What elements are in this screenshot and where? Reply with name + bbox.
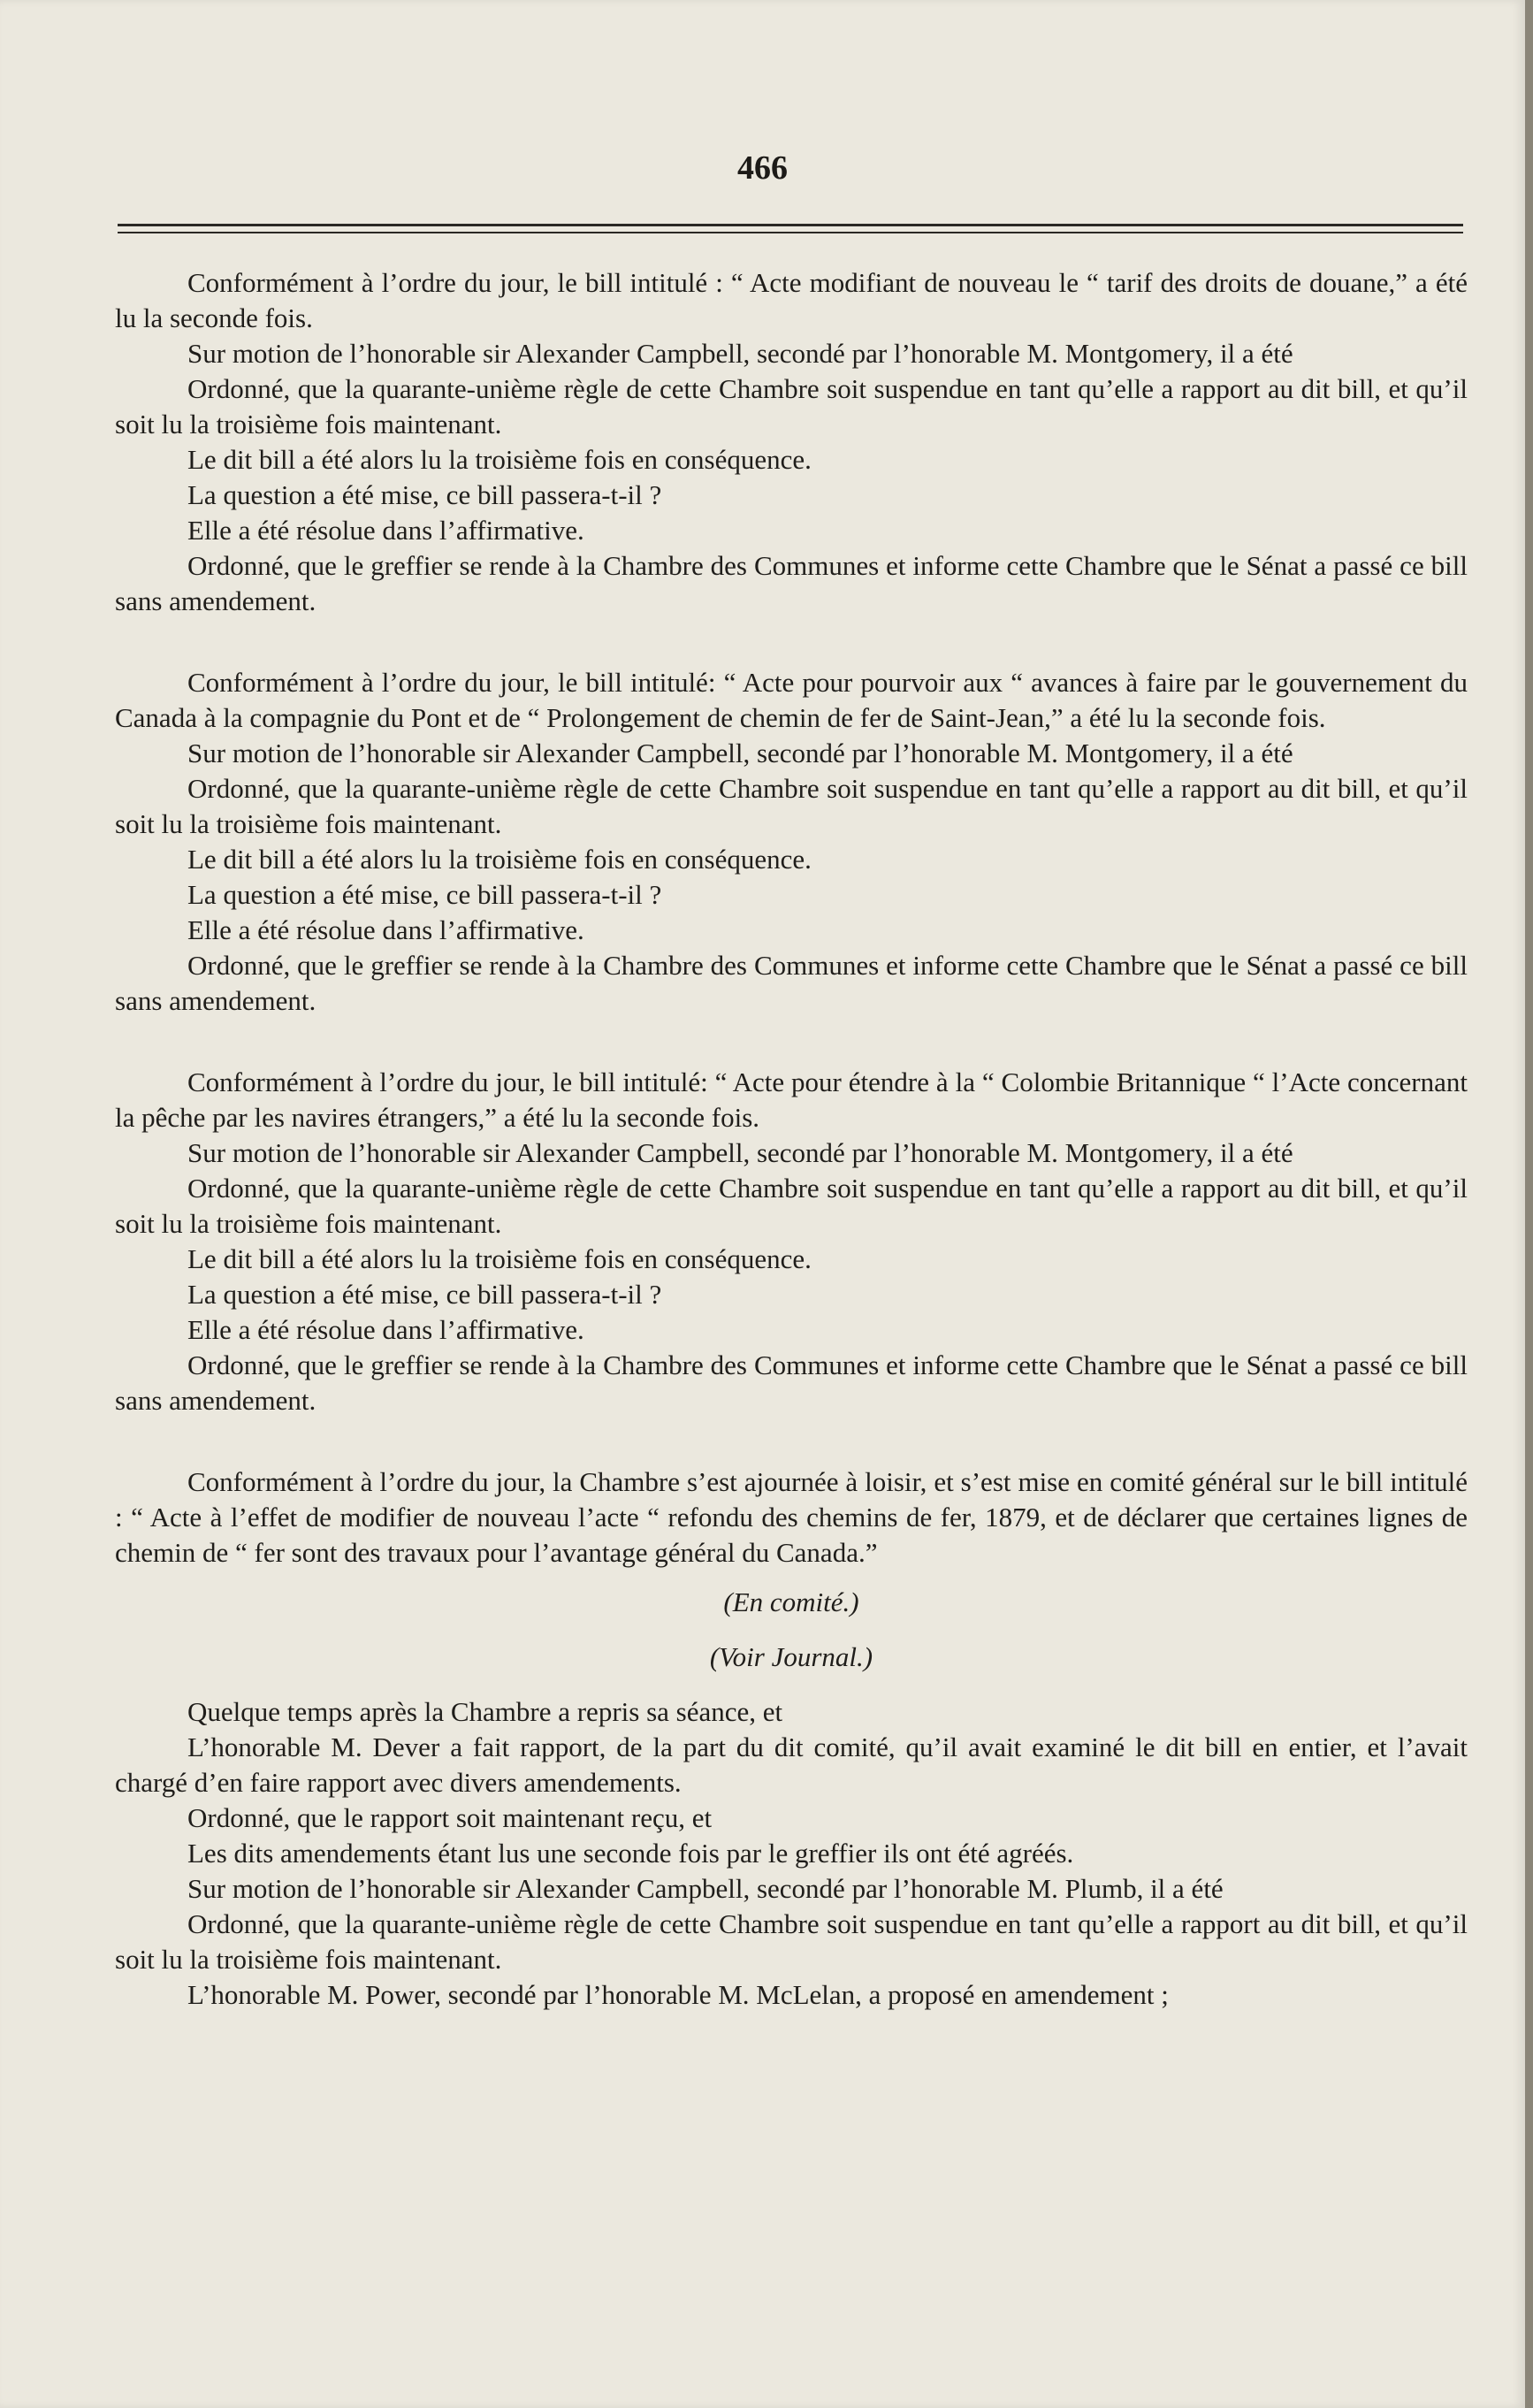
journal-reference: (Voir Journal.)	[709, 1641, 873, 1672]
section-gap	[115, 1019, 1468, 1065]
paragraph: La question a été mise, ce bill passera-t-il ?	[187, 479, 662, 510]
paragraph: Sur motion de l’honorable sir Alexander Campbell, secondé par l’honorable M. Montgomery, il a été	[187, 338, 1293, 369]
paragraph: Conformément à l’ordre du jour, la Chambre s’est ajournée à loisir, et s’est mise en comité général sur le bill intitulé : “ Acte à l’effet de modifier de nouveau l’acte “ refondu des chemins de fer, 1879, et de déclarer que certaines lignes de chemin de “ fer sont des travaux pour l’avantage général du Canada.”	[115, 1466, 1468, 1568]
paragraph: Sur motion de l’honorable sir Alexander Campbell, secondé par l’honorable M. Plumb, il a été	[187, 1873, 1224, 1904]
paragraph: Quelque temps après la Chambre a repris sa séance, et	[187, 1696, 783, 1727]
paragraph: Le dit bill a été alors lu la troisième fois en conséquence.	[187, 444, 812, 475]
paragraph: Conformément à l’ordre du jour, le bill intitulé : “ Acte modifiant de nouveau le “ tarif des droits de douane,” a été lu la seconde fois.	[115, 267, 1468, 333]
paragraph: Elle a été résolue dans l’affirmative.	[187, 1314, 584, 1345]
paragraph: Ordonné, que le rapport soit maintenant reçu, et	[187, 1802, 713, 1833]
paragraph: Ordonné, que le greffier se rende à la Chambre des Communes et informe cette Chambre que le Sénat a passé ce bill sans amendement.	[115, 950, 1468, 1016]
paragraph: Elle a été résolue dans l’affirmative.	[187, 914, 584, 945]
section-gap	[115, 1418, 1468, 1464]
page-number: 466	[737, 149, 788, 187]
paragraph: L’honorable M. Power, secondé par l’honorable M. McLelan, a proposé en amendement ;	[187, 1979, 1169, 2010]
paragraph: Conformément à l’ordre du jour, le bill intitulé: “ Acte pour pourvoir aux “ avances à faire par le gouvernement du Canada à la compagnie du Pont et de “ Prolongement de chemin de fer de Saint-Jean,” a été lu la seconde fois.	[115, 667, 1468, 733]
page-edge	[1525, 0, 1533, 2408]
header-rule-bottom	[118, 232, 1463, 233]
paragraph: Conformément à l’ordre du jour, le bill intitulé: “ Acte pour étendre à la “ Colombie Britannique “ l’Acte concernant la pêche par les navires étrangers,” a été lu la seconde fois.	[115, 1066, 1468, 1133]
paragraph: Le dit bill a été alors lu la troisième fois en conséquence.	[187, 844, 812, 875]
paragraph: Le dit bill a été alors lu la troisième fois en conséquence.	[187, 1243, 812, 1274]
paragraph: Sur motion de l’honorable sir Alexander Campbell, secondé par l’honorable M. Montgomery, il a été	[187, 738, 1293, 768]
paragraph: La question a été mise, ce bill passera-t-il ?	[187, 879, 662, 910]
committee-heading: (En comité.)	[723, 1586, 859, 1617]
paragraph: Sur motion de l’honorable sir Alexander Campbell, secondé par l’honorable M. Montgomery, il a été	[187, 1137, 1293, 1168]
paragraph: Elle a été résolue dans l’affirmative.	[187, 515, 584, 546]
page-body	[115, 265, 1468, 2013]
paragraph: Ordonné, que la quarante-unième règle de cette Chambre soit suspendue en tant qu’elle a rapport au dit bill, et qu’il soit lu la troisième fois maintenant.	[115, 1908, 1468, 1975]
paragraph: Ordonné, que la quarante-unième règle de cette Chambre soit suspendue en tant qu’elle a rapport au dit bill, et qu’il soit lu la troisième fois maintenant.	[115, 773, 1468, 839]
paragraph: Les dits amendements étant lus une seconde fois par le greffier ils ont été agréés.	[187, 1838, 1074, 1869]
paragraph: Ordonné, que la quarante-unième règle de cette Chambre soit suspendue en tant qu’elle a rapport au dit bill, et qu’il soit lu la troisième fois maintenant.	[115, 373, 1468, 440]
paragraph: Ordonné, que le greffier se rende à la Chambre des Communes et informe cette Chambre que le Sénat a passé ce bill sans amendement.	[115, 1349, 1468, 1416]
paragraph: Ordonné, que le greffier se rende à la Chambre des Communes et informe cette Chambre que le Sénat a passé ce bill sans amendement.	[115, 550, 1468, 616]
paragraph: Ordonné, que la quarante-unième règle de cette Chambre soit suspendue en tant qu’elle a rapport au dit bill, et qu’il soit lu la troisième fois maintenant.	[115, 1173, 1468, 1239]
header-rule-top	[118, 224, 1463, 226]
paragraph: L’honorable M. Dever a fait rapport, de la part du dit comité, qu’il avait examiné le dit bill en entier, et l’avait chargé d’en faire rapport avec divers amendements.	[115, 1731, 1468, 1798]
section-gap	[115, 619, 1468, 665]
paragraph: La question a été mise, ce bill passera-t-il ?	[187, 1279, 662, 1310]
